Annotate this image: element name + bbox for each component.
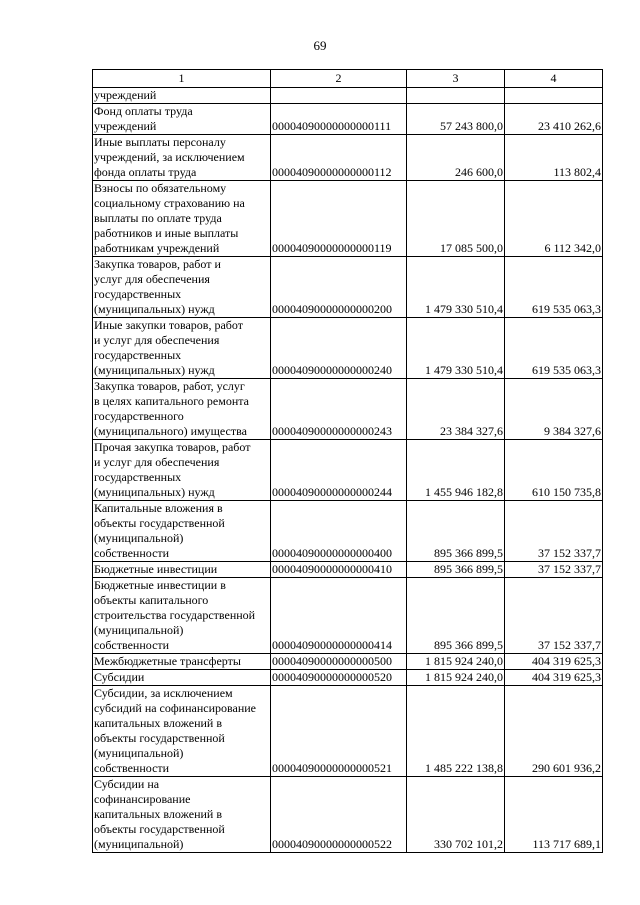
- row-code: 00004090000000000244: [271, 440, 407, 501]
- row-value-col3: 1 815 924 240,0: [407, 654, 505, 670]
- row-value-col3: 1 485 222 138,8: [407, 686, 505, 777]
- table-row: [93, 257, 603, 318]
- row-name: Бюджетные инвестиции в объекты капитального строительства государственной (муниципальной) собственности: [93, 578, 271, 654]
- row-value-col4: 23 410 262,6: [505, 104, 603, 135]
- row-code: 00004090000000000240: [271, 318, 407, 379]
- row-value-col4: 404 319 625,3: [505, 654, 603, 670]
- row-value-col4: 290 601 936,2: [505, 686, 603, 777]
- row-value-col4: 619 535 063,3: [505, 257, 603, 318]
- row-value-col3: 1 455 946 182,8: [407, 440, 505, 501]
- row-code: 00004090000000000414: [271, 578, 407, 654]
- row-name: Субсидии: [93, 670, 271, 686]
- table-row: [93, 578, 603, 654]
- row-value-col4: 113 717 689,1: [505, 777, 603, 853]
- row-value-col3: 1 479 330 510,4: [407, 318, 505, 379]
- row-name: Прочая закупка товаров, работ и услуг для обеспечения государственных (муниципальных) нужд: [93, 440, 271, 501]
- row-name: Иные закупки товаров, работ и услуг для обеспечения государственных (муниципальных) нужд: [93, 318, 271, 379]
- row-name: Иные выплаты персоналу учреждений, за исключением фонда оплаты труда: [93, 135, 271, 181]
- column-header: 3: [407, 70, 505, 88]
- table-row: [93, 104, 603, 135]
- header-row: [93, 70, 603, 88]
- row-code: 00004090000000000522: [271, 777, 407, 853]
- table-row: [93, 562, 603, 578]
- row-value-col4: 37 152 337,7: [505, 578, 603, 654]
- column-header: 2: [271, 70, 407, 88]
- row-name: учреждений: [93, 88, 271, 104]
- row-name: Закупка товаров, работ, услуг в целях капитального ремонта государственного (муниципального) имущества: [93, 379, 271, 440]
- row-value-col4: 610 150 735,8: [505, 440, 603, 501]
- row-code: 00004090000000000112: [271, 135, 407, 181]
- row-code: 00004090000000000500: [271, 654, 407, 670]
- row-value-col4: 113 802,4: [505, 135, 603, 181]
- table-row: [93, 181, 603, 257]
- row-code: 00004090000000000119: [271, 181, 407, 257]
- row-value-col3: 330 702 101,2: [407, 777, 505, 853]
- row-value-col4: 404 319 625,3: [505, 670, 603, 686]
- row-code: 00004090000000000521: [271, 686, 407, 777]
- budget-table: [92, 69, 603, 853]
- table-row: [93, 135, 603, 181]
- row-value-col3: 1 479 330 510,4: [407, 257, 505, 318]
- column-header: 4: [505, 70, 603, 88]
- row-name: Межбюджетные трансферты: [93, 654, 271, 670]
- table-row: [93, 501, 603, 562]
- table-row: [93, 777, 603, 853]
- row-code: 00004090000000000200: [271, 257, 407, 318]
- column-header: 1: [93, 70, 271, 88]
- row-value-col3: 57 243 800,0: [407, 104, 505, 135]
- row-value-col3: 17 085 500,0: [407, 181, 505, 257]
- row-value-col4: 9 384 327,6: [505, 379, 603, 440]
- row-name: Субсидии, за исключением субсидий на софинансирование капитальных вложений в объекты государственной (муниципальной) собственности: [93, 686, 271, 777]
- table-row: [93, 88, 603, 104]
- row-value-col4: 6 112 342,0: [505, 181, 603, 257]
- row-code: 00004090000000000400: [271, 501, 407, 562]
- row-code: 00004090000000000520: [271, 670, 407, 686]
- row-value-col3: 895 366 899,5: [407, 562, 505, 578]
- table-row: [93, 379, 603, 440]
- row-value-col4: 619 535 063,3: [505, 318, 603, 379]
- row-name: Субсидии на софинансирование капитальных вложений в объекты государственной (муниципальной): [93, 777, 271, 853]
- row-value-col3: 246 600,0: [407, 135, 505, 181]
- row-code: 00004090000000000410: [271, 562, 407, 578]
- row-value-col4: 37 152 337,7: [505, 562, 603, 578]
- table-row: [93, 686, 603, 777]
- table-row: [93, 318, 603, 379]
- row-value-col3: 23 384 327,6: [407, 379, 505, 440]
- table-row: [93, 440, 603, 501]
- row-name: Фонд оплаты труда учреждений: [93, 104, 271, 135]
- table-row: [93, 670, 603, 686]
- row-code: 00004090000000000111: [271, 104, 407, 135]
- row-value-col3: 1 815 924 240,0: [407, 670, 505, 686]
- row-value-col4: 37 152 337,7: [505, 501, 603, 562]
- row-value-col3: [407, 88, 505, 104]
- row-value-col4: [505, 88, 603, 104]
- row-name: Закупка товаров, работ и услуг для обеспечения государственных (муниципальных) нужд: [93, 257, 271, 318]
- row-code: [271, 88, 407, 104]
- row-value-col3: 895 366 899,5: [407, 578, 505, 654]
- row-code: 00004090000000000243: [271, 379, 407, 440]
- table-row: [93, 654, 603, 670]
- row-name: Капитальные вложения в объекты государственной (муниципальной) собственности: [93, 501, 271, 562]
- row-value-col3: 895 366 899,5: [407, 501, 505, 562]
- row-name: Бюджетные инвестиции: [93, 562, 271, 578]
- row-name: Взносы по обязательному социальному страхованию на выплаты по оплате труда работников и иные выплаты работникам учреждений: [93, 181, 271, 257]
- page-number: 69: [313, 38, 327, 53]
